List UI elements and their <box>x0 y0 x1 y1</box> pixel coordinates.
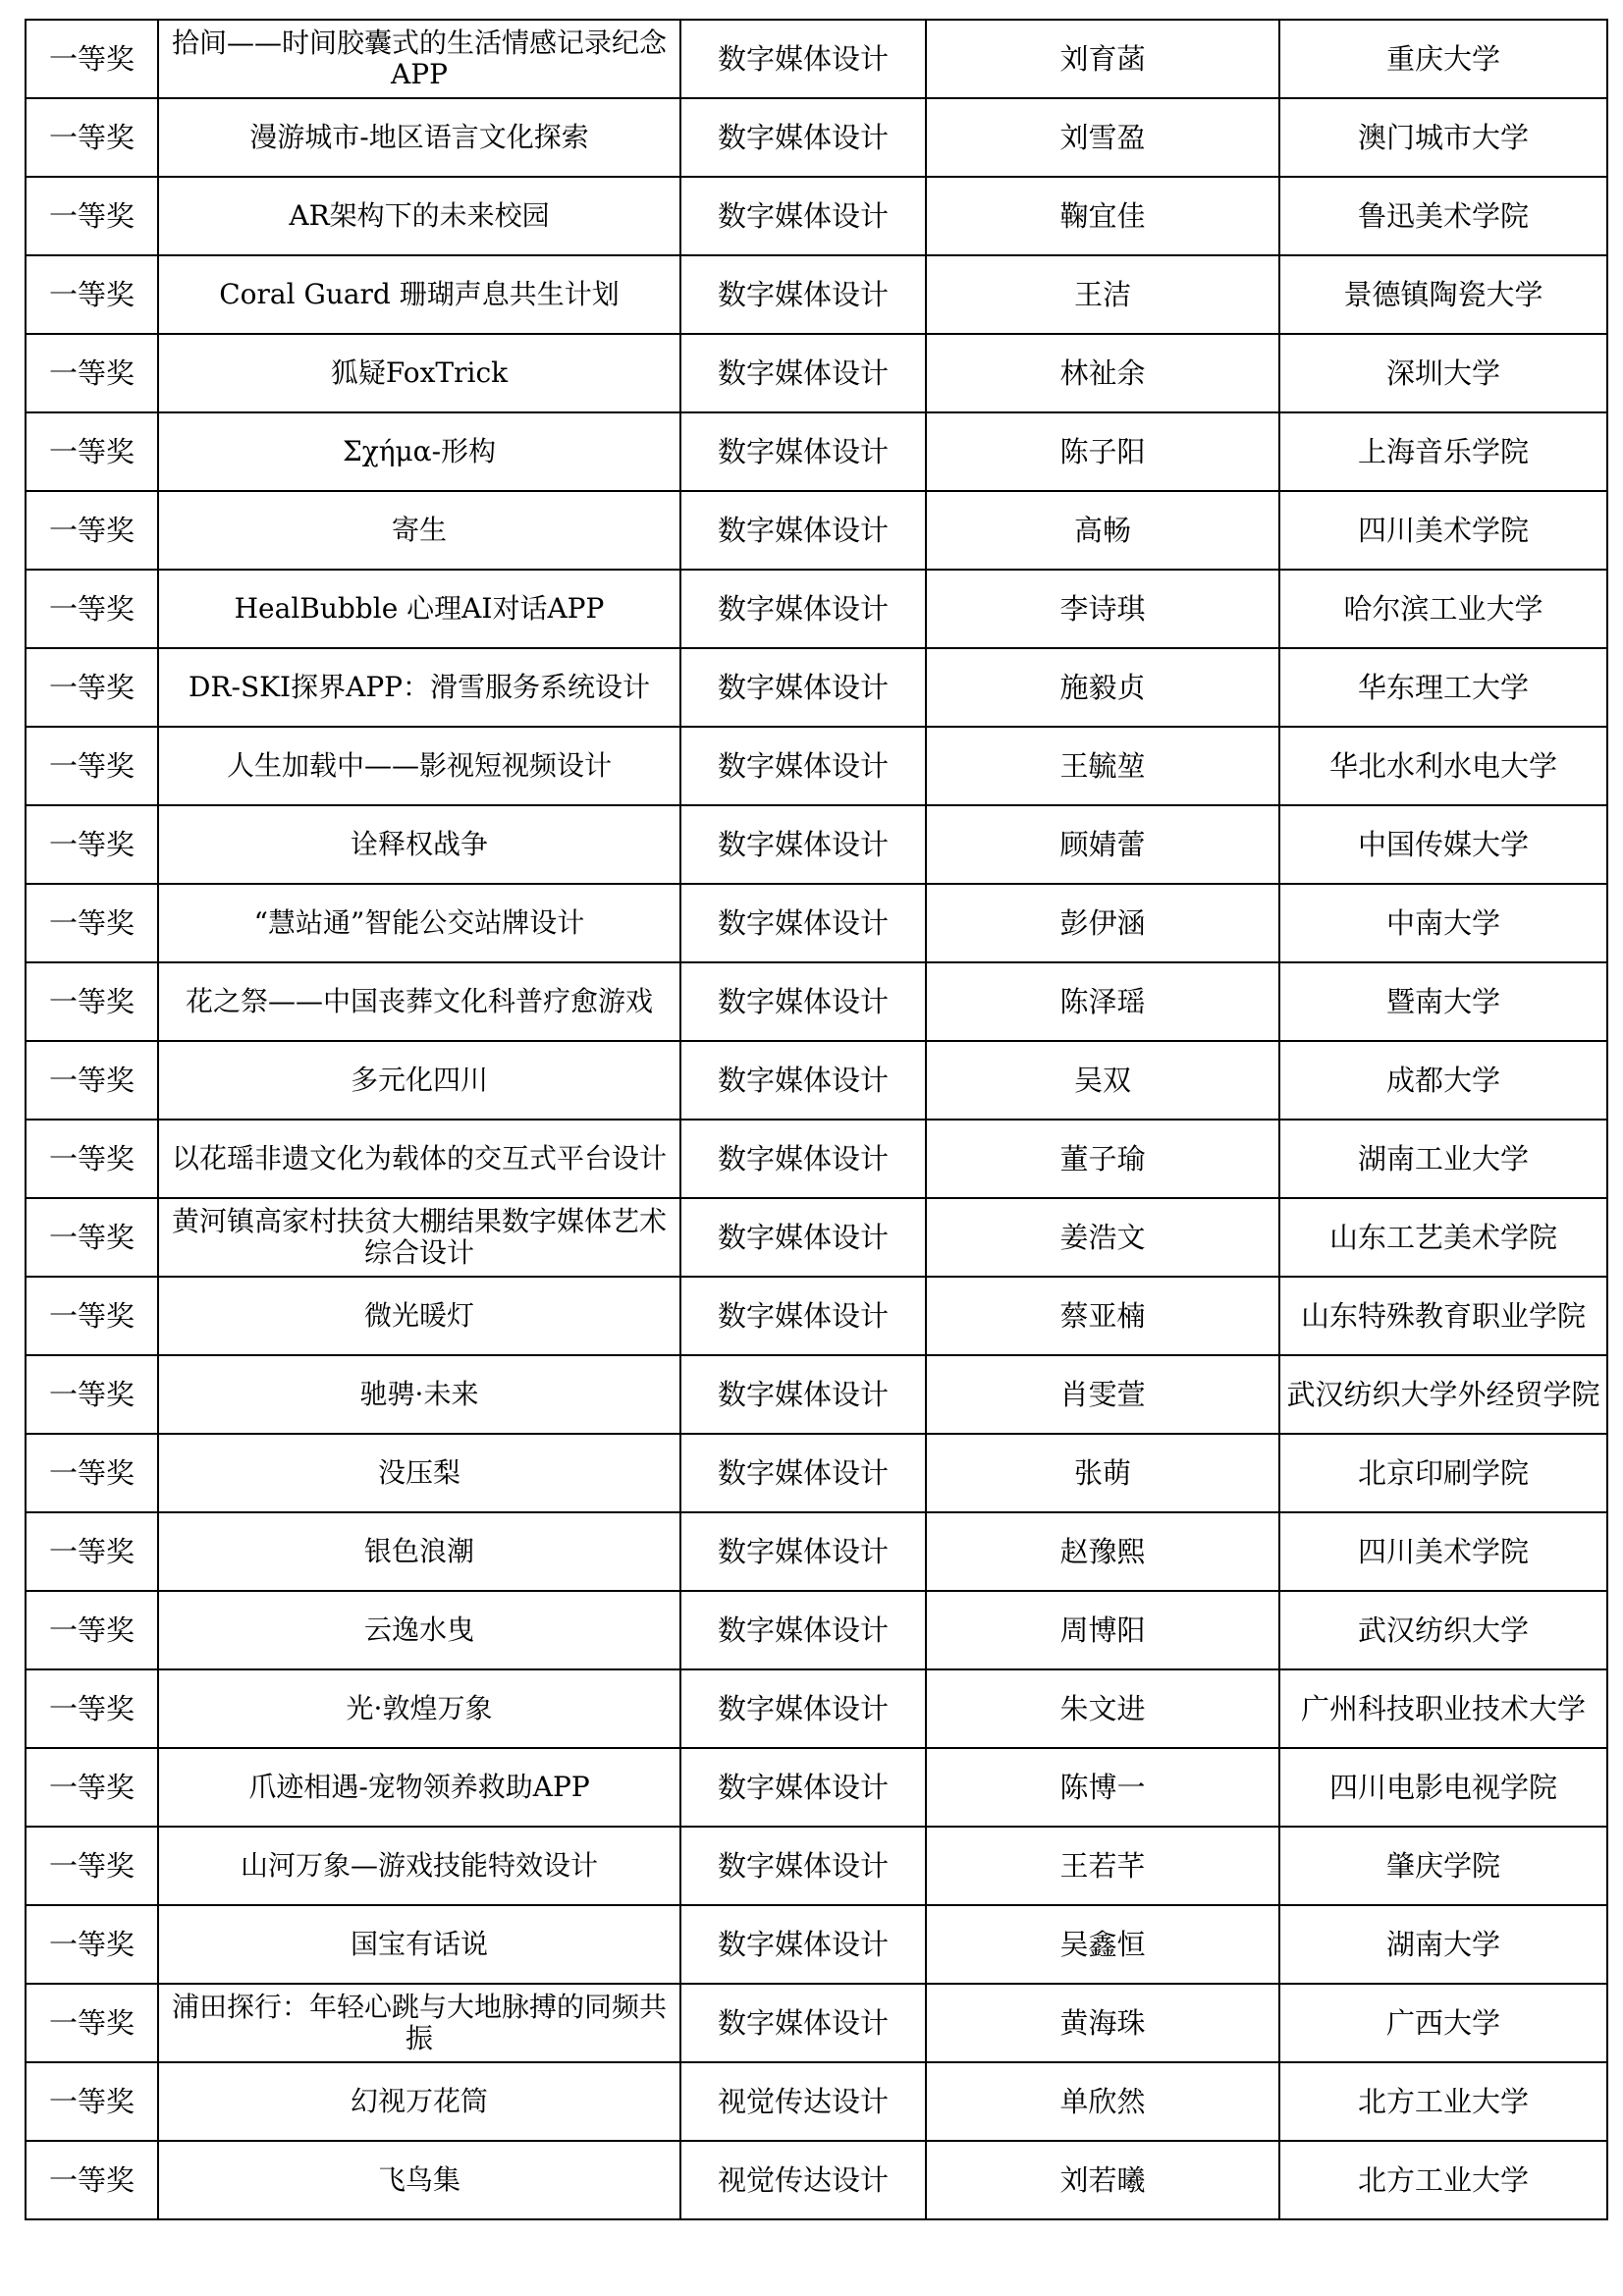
table-row <box>26 177 1607 255</box>
award-cell: 一等奖 <box>26 1041 158 1120</box>
author-cell: 鞠宜佳 <box>926 177 1279 255</box>
category-cell: 视觉传达设计 <box>680 2141 926 2219</box>
category-cell: 数字媒体设计 <box>680 255 926 334</box>
school-cell: 中南大学 <box>1279 884 1607 962</box>
work-title-cell: 银色浪潮 <box>158 1512 680 1591</box>
work-title-cell: 人生加载中——影视短视频设计 <box>158 727 680 805</box>
school-cell: 湖南工业大学 <box>1279 1120 1607 1198</box>
award-cell: 一等奖 <box>26 1434 158 1512</box>
award-cell: 一等奖 <box>26 1591 158 1669</box>
author-cell: 王若芊 <box>926 1827 1279 1905</box>
table-row <box>26 2062 1607 2141</box>
author-cell: 高畅 <box>926 491 1279 570</box>
school-cell: 山东特殊教育职业学院 <box>1279 1277 1607 1355</box>
award-cell: 一等奖 <box>26 2141 158 2219</box>
table-row <box>26 1355 1607 1434</box>
school-cell: 山东工艺美术学院 <box>1279 1198 1607 1277</box>
work-title-cell: 微光暖灯 <box>158 1277 680 1355</box>
category-cell: 数字媒体设计 <box>680 1748 926 1827</box>
category-cell: 数字媒体设计 <box>680 1905 926 1984</box>
school-cell: 湖南大学 <box>1279 1905 1607 1984</box>
work-title-cell: 飞鸟集 <box>158 2141 680 2219</box>
author-cell: 林祉余 <box>926 334 1279 412</box>
work-title-cell: 漫游城市-地区语言文化探索 <box>158 98 680 177</box>
award-cell: 一等奖 <box>26 98 158 177</box>
award-cell: 一等奖 <box>26 20 158 98</box>
work-title-cell: 爪迹相遇-宠物领养救助APP <box>158 1748 680 1827</box>
category-cell: 数字媒体设计 <box>680 570 926 648</box>
category-cell: 数字媒体设计 <box>680 1669 926 1748</box>
work-title-cell: 驰骋·未来 <box>158 1355 680 1434</box>
school-cell: 中国传媒大学 <box>1279 805 1607 884</box>
award-cell: 一等奖 <box>26 962 158 1041</box>
school-cell: 暨南大学 <box>1279 962 1607 1041</box>
school-cell: 肇庆学院 <box>1279 1827 1607 1905</box>
author-cell: 吴鑫恒 <box>926 1905 1279 1984</box>
school-cell: 景德镇陶瓷大学 <box>1279 255 1607 334</box>
author-cell: 刘若曦 <box>926 2141 1279 2219</box>
author-cell: 陈泽瑶 <box>926 962 1279 1041</box>
category-cell: 数字媒体设计 <box>680 648 926 727</box>
author-cell: 董子瑜 <box>926 1120 1279 1198</box>
author-cell: 陈博一 <box>926 1748 1279 1827</box>
category-cell: 数字媒体设计 <box>680 412 926 491</box>
work-title-cell: DR-SKI探界APP：滑雪服务系统设计 <box>158 648 680 727</box>
author-cell: 王毓堃 <box>926 727 1279 805</box>
table-row <box>26 255 1607 334</box>
award-cell: 一等奖 <box>26 1198 158 1277</box>
author-cell: 施毅贞 <box>926 648 1279 727</box>
category-cell: 数字媒体设计 <box>680 1984 926 2062</box>
category-cell: 数字媒体设计 <box>680 491 926 570</box>
award-cell: 一等奖 <box>26 884 158 962</box>
award-cell: 一等奖 <box>26 2062 158 2141</box>
author-cell: 周博阳 <box>926 1591 1279 1669</box>
table-row <box>26 1984 1607 2062</box>
table-row <box>26 648 1607 727</box>
work-title-cell: 幻视万花筒 <box>158 2062 680 2141</box>
category-cell: 数字媒体设计 <box>680 1120 926 1198</box>
table-row <box>26 334 1607 412</box>
table-row <box>26 1512 1607 1591</box>
award-cell: 一等奖 <box>26 1984 158 2062</box>
school-cell: 北方工业大学 <box>1279 2141 1607 2219</box>
award-cell: 一等奖 <box>26 412 158 491</box>
category-cell: 数字媒体设计 <box>680 1355 926 1434</box>
category-cell: 数字媒体设计 <box>680 1198 926 1277</box>
author-cell: 李诗琪 <box>926 570 1279 648</box>
school-cell: 深圳大学 <box>1279 334 1607 412</box>
work-title-cell: 没压梨 <box>158 1434 680 1512</box>
table-row <box>26 1041 1607 1120</box>
work-title-cell: 花之祭——中国丧葬文化科普疗愈游戏 <box>158 962 680 1041</box>
category-cell: 数字媒体设计 <box>680 98 926 177</box>
author-cell: 赵豫熙 <box>926 1512 1279 1591</box>
table-row <box>26 1827 1607 1905</box>
table-row <box>26 570 1607 648</box>
table-row <box>26 1905 1607 1984</box>
school-cell: 广州科技职业技术大学 <box>1279 1669 1607 1748</box>
award-cell: 一等奖 <box>26 727 158 805</box>
work-title-cell: Coral Guard 珊瑚声息共生计划 <box>158 255 680 334</box>
work-title-cell: 山河万象—游戏技能特效设计 <box>158 1827 680 1905</box>
category-cell: 数字媒体设计 <box>680 177 926 255</box>
school-cell: 武汉纺织大学外经贸学院 <box>1279 1355 1607 1434</box>
table-row <box>26 1277 1607 1355</box>
school-cell: 四川电影电视学院 <box>1279 1748 1607 1827</box>
work-title-cell: 云逸水曳 <box>158 1591 680 1669</box>
category-cell: 数字媒体设计 <box>680 1041 926 1120</box>
award-cell: 一等奖 <box>26 1512 158 1591</box>
author-cell: 肖雯萱 <box>926 1355 1279 1434</box>
award-cell: 一等奖 <box>26 1277 158 1355</box>
school-cell: 哈尔滨工业大学 <box>1279 570 1607 648</box>
author-cell: 单欣然 <box>926 2062 1279 2141</box>
author-cell: 蔡亚楠 <box>926 1277 1279 1355</box>
award-cell: 一等奖 <box>26 805 158 884</box>
school-cell: 上海音乐学院 <box>1279 412 1607 491</box>
category-cell: 数字媒体设计 <box>680 20 926 98</box>
school-cell: 华北水利水电大学 <box>1279 727 1607 805</box>
table-row <box>26 727 1607 805</box>
table-row <box>26 1434 1607 1512</box>
award-cell: 一等奖 <box>26 1669 158 1748</box>
table-row <box>26 412 1607 491</box>
work-title-cell: 拾间——时间胶囊式的生活情感记录纪念APP <box>158 20 680 98</box>
table-row <box>26 884 1607 962</box>
category-cell: 数字媒体设计 <box>680 1512 926 1591</box>
work-title-cell: 狐疑FoxTrick <box>158 334 680 412</box>
award-cell: 一等奖 <box>26 1827 158 1905</box>
author-cell: 顾婧蕾 <box>926 805 1279 884</box>
category-cell: 数字媒体设计 <box>680 1591 926 1669</box>
author-cell: 刘育菡 <box>926 20 1279 98</box>
work-title-cell: “慧站通”智能公交站牌设计 <box>158 884 680 962</box>
school-cell: 武汉纺织大学 <box>1279 1591 1607 1669</box>
category-cell: 数字媒体设计 <box>680 334 926 412</box>
author-cell: 彭伊涵 <box>926 884 1279 962</box>
work-title-cell: 诠释权战争 <box>158 805 680 884</box>
table-row <box>26 805 1607 884</box>
author-cell: 姜浩文 <box>926 1198 1279 1277</box>
award-cell: 一等奖 <box>26 491 158 570</box>
author-cell: 黄海珠 <box>926 1984 1279 2062</box>
table-row <box>26 1120 1607 1198</box>
award-cell: 一等奖 <box>26 1355 158 1434</box>
school-cell: 澳门城市大学 <box>1279 98 1607 177</box>
work-title-cell: 国宝有话说 <box>158 1905 680 1984</box>
school-cell: 鲁迅美术学院 <box>1279 177 1607 255</box>
award-cell: 一等奖 <box>26 1905 158 1984</box>
work-title-cell: Σχήμα-形构 <box>158 412 680 491</box>
category-cell: 数字媒体设计 <box>680 805 926 884</box>
author-cell: 王洁 <box>926 255 1279 334</box>
school-cell: 四川美术学院 <box>1279 491 1607 570</box>
awards-table-body <box>26 20 1607 2219</box>
category-cell: 数字媒体设计 <box>680 727 926 805</box>
work-title-cell: 寄生 <box>158 491 680 570</box>
school-cell: 华东理工大学 <box>1279 648 1607 727</box>
awards-table <box>25 19 1608 2220</box>
award-cell: 一等奖 <box>26 255 158 334</box>
table-row <box>26 491 1607 570</box>
table-row <box>26 1748 1607 1827</box>
table-row <box>26 2141 1607 2219</box>
school-cell: 四川美术学院 <box>1279 1512 1607 1591</box>
award-cell: 一等奖 <box>26 648 158 727</box>
work-title-cell: 光·敦煌万象 <box>158 1669 680 1748</box>
work-title-cell: 黄河镇高家村扶贫大棚结果数字媒体艺术综合设计 <box>158 1198 680 1277</box>
school-cell: 广西大学 <box>1279 1984 1607 2062</box>
work-title-cell: 以花瑶非遗文化为载体的交互式平台设计 <box>158 1120 680 1198</box>
table-row <box>26 962 1607 1041</box>
category-cell: 数字媒体设计 <box>680 884 926 962</box>
school-cell: 重庆大学 <box>1279 20 1607 98</box>
category-cell: 数字媒体设计 <box>680 1827 926 1905</box>
school-cell: 北京印刷学院 <box>1279 1434 1607 1512</box>
school-cell: 北方工业大学 <box>1279 2062 1607 2141</box>
category-cell: 数字媒体设计 <box>680 962 926 1041</box>
author-cell: 刘雪盈 <box>926 98 1279 177</box>
award-cell: 一等奖 <box>26 570 158 648</box>
work-title-cell: 浦田探行：年轻心跳与大地脉搏的同频共振 <box>158 1984 680 2062</box>
work-title-cell: HealBubble 心理AI对话APP <box>158 570 680 648</box>
category-cell: 数字媒体设计 <box>680 1277 926 1355</box>
table-row <box>26 1198 1607 1277</box>
school-cell: 成都大学 <box>1279 1041 1607 1120</box>
author-cell: 吴双 <box>926 1041 1279 1120</box>
award-cell: 一等奖 <box>26 334 158 412</box>
table-row <box>26 1669 1607 1748</box>
category-cell: 数字媒体设计 <box>680 1434 926 1512</box>
table-row <box>26 1591 1607 1669</box>
award-cell: 一等奖 <box>26 1120 158 1198</box>
work-title-cell: AR架构下的未来校园 <box>158 177 680 255</box>
award-cell: 一等奖 <box>26 1748 158 1827</box>
table-row <box>26 20 1607 98</box>
category-cell: 视觉传达设计 <box>680 2062 926 2141</box>
author-cell: 朱文进 <box>926 1669 1279 1748</box>
author-cell: 陈子阳 <box>926 412 1279 491</box>
work-title-cell: 多元化四川 <box>158 1041 680 1120</box>
award-cell: 一等奖 <box>26 177 158 255</box>
author-cell: 张萌 <box>926 1434 1279 1512</box>
table-row <box>26 98 1607 177</box>
